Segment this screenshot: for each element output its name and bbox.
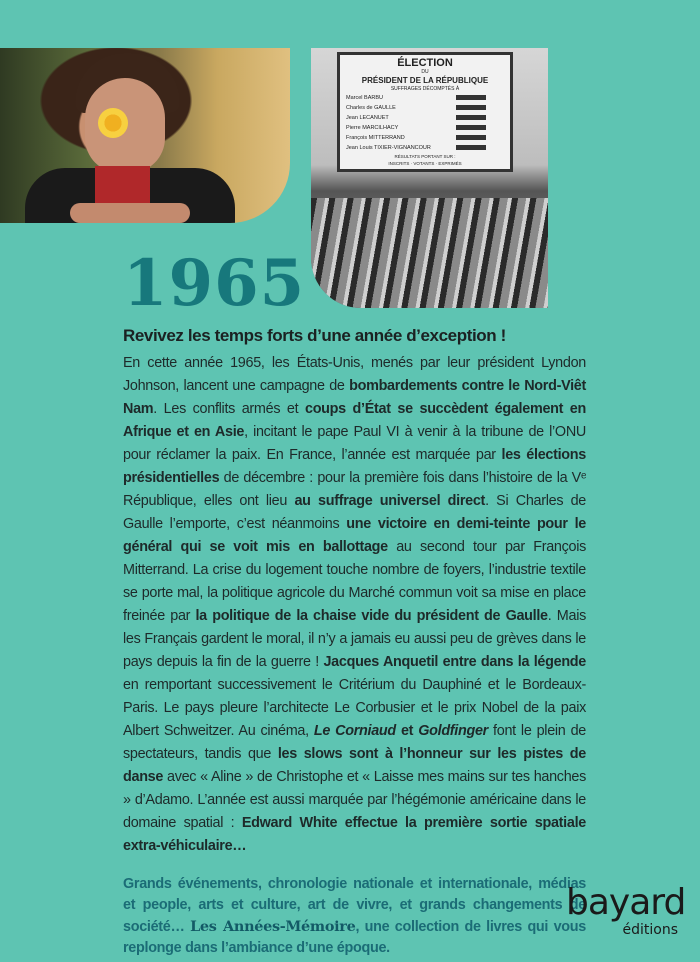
highlight-text: la politique de la chaise vide du président de Gaulle (195, 608, 548, 624)
highlight-text: Edward White effectue la première sortie spatiale extra-véhiculaire… (123, 815, 586, 854)
candidate-row (340, 143, 510, 153)
board-columns: INSCRITS · VOTANTS · EXPRIMÉS (388, 161, 462, 166)
collection-outro: , une collection de livres qui vous replonge dans l’ambiance d’une époque. (123, 919, 586, 956)
collection-text (123, 874, 586, 959)
body-text-segment: avec « Aline » de Christophe et « Laisse mes mains sur tes hanches » d’Adamo. L’année est aussi marquée par l’hégémonie américaine dans le domaine spatial : (123, 769, 586, 831)
highlight-text: bombardements contre le Nord-Viêt Nam (123, 378, 586, 417)
photo-portrait (0, 48, 290, 223)
body-text-segment: font le plein de spectateurs, tandis que (123, 723, 586, 762)
text-column (123, 324, 586, 959)
summary-text (123, 352, 586, 858)
highlight-text: Le Corniaud (313, 723, 396, 739)
vote-count-bar (456, 105, 486, 110)
board-subtitle: PRÉSIDENT DE LA RÉPUBLIQUE (361, 76, 489, 85)
publisher-logo (566, 882, 686, 938)
election-board (337, 52, 513, 172)
candidate-name: Charles de GAULLE (346, 105, 396, 111)
candidate-row (340, 133, 510, 143)
publisher-brand: bayard (566, 882, 686, 923)
tagline: Revivez les temps forts d’une année d’exception ! (123, 326, 506, 345)
board-title: ÉLECTION (397, 57, 453, 69)
candidate-row (340, 123, 510, 133)
photo-election-hall (311, 48, 548, 308)
board-du: DU (421, 69, 429, 75)
highlight-text: au suffrage universel direct (294, 493, 486, 509)
board-results: RÉSULTATS PORTANT SUR : (394, 154, 456, 159)
portrait-collar (95, 166, 150, 206)
board-suffrages: SUFFRAGES DÉCOMPTÉS À (390, 86, 460, 92)
body-text-segment: de décembre : pour la première fois dans l’histoire de la Vᵉ République, elles ont lieu (123, 470, 586, 509)
candidate-row (340, 103, 510, 113)
candidate-name: François MITTERRAND (346, 135, 405, 141)
highlight-text: Jacques Anquetil entre dans la légende (323, 654, 587, 670)
body-text-segment: en remportant successivement le Critérium du Dauphiné et le Bordeaux-Paris. Le pays pleure l’architecte Le Corbusier et le prix Nobel de la paix Albert Schweitzer. Au cinéma, (123, 677, 586, 739)
body-text-segment: . Mais les Français gardent le moral, il n’y a jamais eu aussi peu de grèves dans le pays depuis la fin de la guerre ! (123, 608, 586, 670)
highlight-text: une victoire en demi-teinte pour le général qui se voit mis en ballottage (123, 516, 586, 555)
candidate-name: Jean LECANUET (346, 115, 389, 121)
vote-count-bar (456, 95, 486, 100)
candidate-name: Jean Louis TIXIER-VIGNANCOUR (346, 145, 431, 151)
candidate-row (340, 93, 510, 103)
body-text-segment: au second tour par François Mitterrand. La crise du logement touche nombre de foyers, l’industrie textile se porte mal, la politique agricole du Marché commun voit sa mise en place freinée par (123, 539, 586, 624)
vote-count-bar (456, 125, 486, 130)
publisher-sub: éditions (622, 922, 678, 938)
candidate-name: Marcel BARBU (346, 95, 383, 101)
body-text-segment: , incitant le pape Paul VI à venir à la tribune de l’ONU pour réclamer la paix. En France, l’année est marquée par (123, 424, 586, 463)
highlight-text: coups d’État se succèdent également en Afrique et en Asie (123, 401, 587, 440)
collection-intro: Grands événements, chronologie nationale et internationale, médias et people, arts et culture, art de vivre, et grands changements de société… (123, 876, 586, 935)
candidate-row (340, 113, 510, 123)
vote-count-bar (456, 115, 486, 120)
vote-count-bar (456, 135, 486, 140)
portrait-hands (70, 203, 190, 223)
assembly-hall (311, 198, 548, 308)
body-text-segment: En cette année 1965, les États-Unis, menés par leur président Lyndon Johnson, lancent une campagne de (123, 355, 586, 394)
body-text-segment: . Les conflits armés et (153, 401, 305, 417)
candidate-list (340, 93, 510, 153)
vote-count-bar (456, 145, 486, 150)
highlight-text: les élections présidentielles (123, 447, 586, 486)
book-year: 1965 (123, 246, 306, 321)
body-text-segment: . Si Charles de Gaulle l’emporte, c’est néanmoins (123, 493, 586, 532)
highlight-text: et (395, 723, 419, 739)
series-name: Les Années-Mémoire (190, 918, 356, 935)
flower-icon (98, 108, 128, 138)
candidate-name: Pierre MARCILHACY (346, 125, 399, 131)
highlight-text: les slows sont à l’honneur sur les pistes de danse (123, 746, 586, 785)
highlight-text: Goldfinger (418, 723, 488, 739)
